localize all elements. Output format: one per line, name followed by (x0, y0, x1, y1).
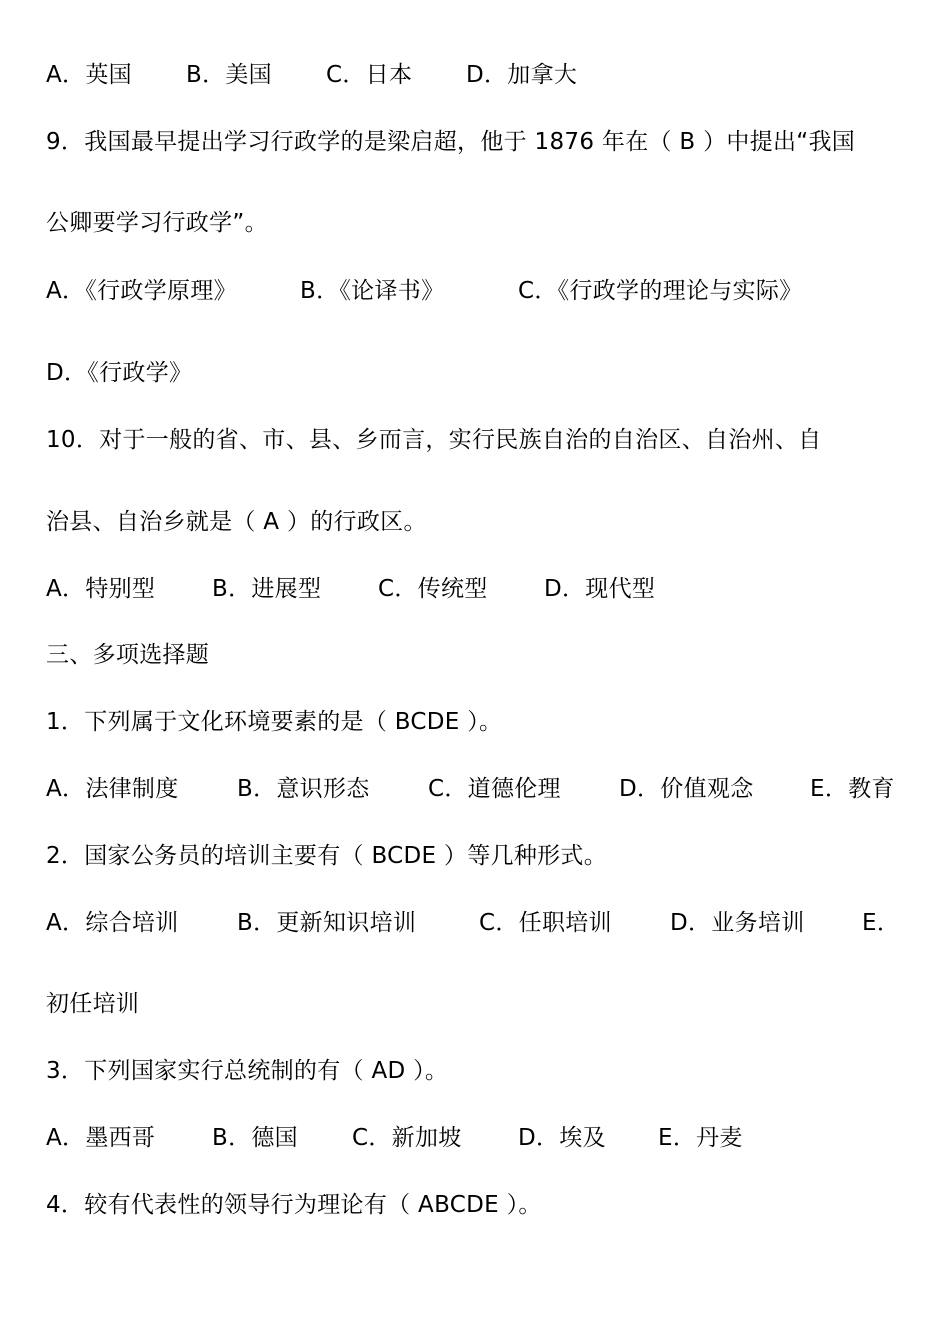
option-b: B．进展型 (212, 576, 322, 602)
mq1-options (46, 772, 910, 806)
option-d: D．加拿大 (466, 62, 578, 88)
option-d: D．价值观念 (619, 776, 754, 802)
q10-options (46, 572, 910, 606)
option-c: C．《行政学的理论与实际》 (518, 278, 803, 304)
option-a: A．《行政学原理》 (46, 278, 237, 304)
option-d: D．现代型 (544, 576, 656, 602)
mq3-options (46, 1121, 910, 1155)
option-c: C．传统型 (378, 576, 488, 602)
question-9-line-2: 公卿要学习行政学”。 (46, 210, 268, 236)
option-a: A．综合培训 (46, 910, 179, 936)
option-e: E． (862, 910, 901, 936)
option-c: C．任职培训 (479, 910, 612, 936)
mq4-question: 4．较有代表性的领导行为理论有（ ABCDE ）。 (46, 1192, 542, 1218)
q9-option-d: D．《行政学》 (46, 360, 193, 386)
option-c: C．日本 (326, 62, 413, 88)
option-b: B．德国 (212, 1125, 298, 1151)
mq2-options (46, 906, 910, 940)
option-d: D．埃及 (518, 1125, 606, 1151)
option-b: B．更新知识培训 (237, 910, 417, 936)
question-10-line-1: 10．对于一般的省、市、县、乡而言，实行民族自治的自治区、自治州、自 (46, 427, 822, 453)
mq1-question: 1．下列属于文化环境要素的是（ BCDE ）。 (46, 709, 503, 735)
option-b: B．意识形态 (237, 776, 370, 802)
question-9-line-1: 9．我国最早提出学习行政学的是梁启超，他于 1876 年在（ B ）中提出“我国 (46, 129, 856, 155)
q8-options (46, 58, 910, 92)
option-b: B．美国 (186, 62, 272, 88)
option-e: E．丹麦 (658, 1125, 743, 1151)
mq2-question: 2．国家公务员的培训主要有（ BCDE ）等几种形式。 (46, 843, 608, 869)
option-d: D．业务培训 (670, 910, 805, 936)
option-a: A．英国 (46, 62, 132, 88)
mq3-question: 3．下列国家实行总统制的有（ AD ）。 (46, 1058, 449, 1084)
mq2-option-e-continued: 初任培训 (46, 991, 140, 1017)
option-c: C．新加坡 (352, 1125, 462, 1151)
question-10-line-2: 治县、自治乡就是（ A ）的行政区。 (46, 509, 427, 535)
option-a: A．特别型 (46, 576, 156, 602)
option-b: B．《论译书》 (300, 278, 445, 304)
option-c: C．道德伦理 (428, 776, 561, 802)
option-e: E．教育 (810, 776, 895, 802)
section-heading: 三、多项选择题 (46, 642, 210, 668)
option-a: A．法律制度 (46, 776, 179, 802)
q9-options (46, 274, 910, 308)
option-a: A．墨西哥 (46, 1125, 156, 1151)
